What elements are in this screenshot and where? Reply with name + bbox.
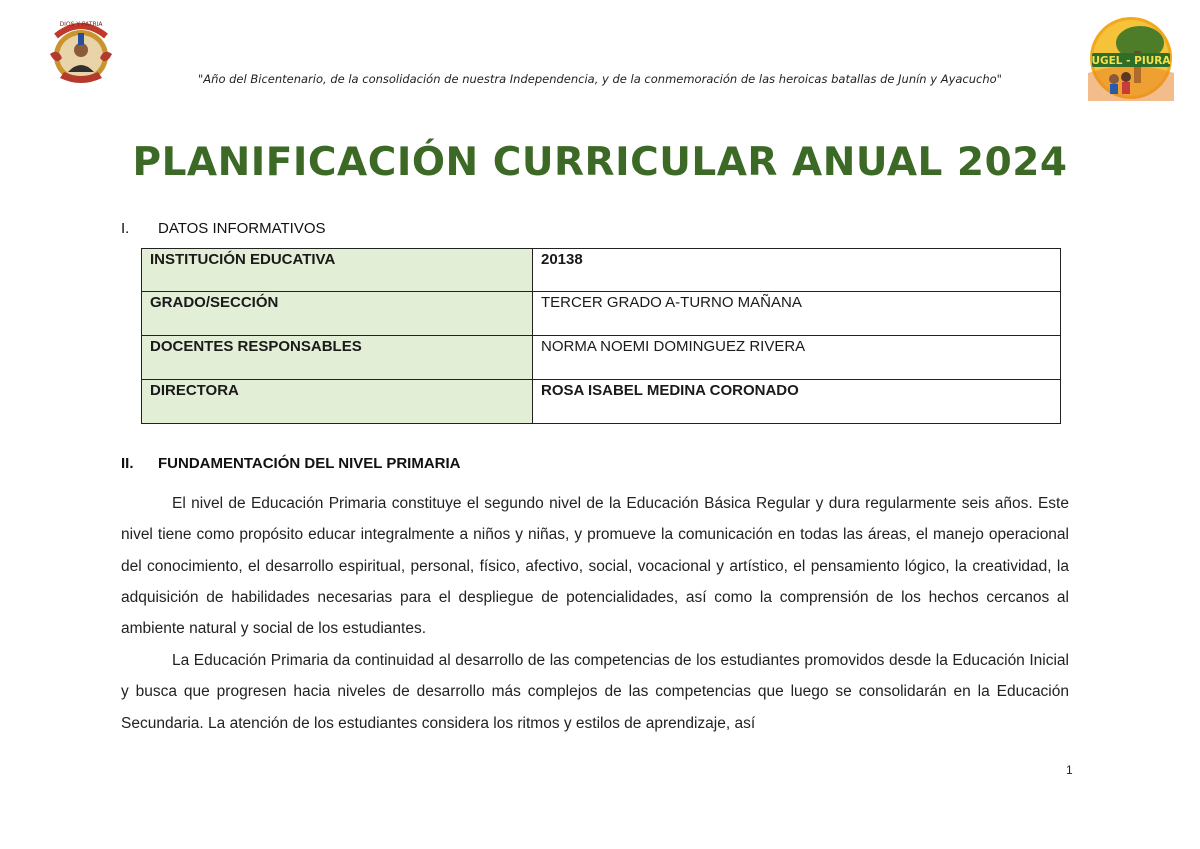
- school-crest-logo: [48, 14, 114, 88]
- table-row: [142, 249, 1061, 292]
- row-value: NORMA NOEMI DOMINGUEZ RIVERA: [533, 336, 1061, 380]
- paragraph-text: La Educación Primaria da continuidad al desarrollo de las competencias de los estudiantes promovidos desde la Educación Inicial y busca que progresen hacia niveles de desarrollo más complejos de las competencias que luego se consolidarán en la Educación Secundaria. La atención de los estudiantes considera los ritmos y estilos de aprendizaje, así: [121, 652, 1069, 732]
- section-number: II.: [121, 455, 134, 472]
- page-title: PLANIFICACIÓN CURRICULAR ANUAL 2024: [132, 140, 1068, 185]
- row-value: 20138: [533, 249, 1061, 292]
- row-label: GRADO/SECCIÓN: [142, 292, 533, 336]
- table-row: [142, 380, 1061, 424]
- table-row: [142, 336, 1061, 380]
- paragraph-text: El nivel de Educación Primaria constituye el segundo nivel de la Educación Básica Regular y dura regularmente seis años. Este nivel tiene como propósito educar integralmente a niños y niñas, y promueve la comunicación en todas las áreas, el manejo operacional del conocimiento, el desarrollo espiritual, personal, físico, afectivo, social, vocacional y artístico, el pensamiento lógico, la creatividad, la adquisición de habilidades necesarias para el despliegue de potencialidades, así como la comprensión de los hechos cercanos al ambiente natural y social de los estudiantes.: [121, 495, 1069, 638]
- section-heading-datos: [121, 220, 326, 237]
- body-paragraph: [121, 645, 1069, 739]
- row-label: DOCENTES RESPONSABLES: [142, 336, 533, 380]
- ugel-piura-logo: [1088, 15, 1174, 101]
- section-number: I.: [121, 220, 130, 237]
- section-title: DATOS INFORMATIVOS: [158, 220, 326, 237]
- crest-motto-text: DIOS Y PATRIA: [59, 21, 103, 28]
- row-label: INSTITUCIÓN EDUCATIVA: [142, 249, 533, 292]
- page-number: 1: [1066, 763, 1073, 777]
- row-label: DIRECTORA: [142, 380, 533, 424]
- row-value: ROSA ISABEL MEDINA CORONADO: [533, 380, 1061, 424]
- header-motto: "Año del Bicentenario, de la consolidación de nuestra Independencia, y de la conmemoración de las heroicas batallas de Junín y Ayacucho": [198, 72, 1002, 86]
- table-row: [142, 292, 1061, 336]
- section-heading-fundamentacion: [121, 455, 461, 472]
- ugel-logo-text: UGEL - PIURA: [1091, 55, 1171, 67]
- row-value: TERCER GRADO A-TURNO MAÑANA: [533, 292, 1061, 336]
- body-paragraph: [121, 488, 1069, 644]
- section-title: FUNDAMENTACIÓN DEL NIVEL PRIMARIA: [158, 455, 461, 472]
- datos-informativos-table: [141, 248, 1061, 424]
